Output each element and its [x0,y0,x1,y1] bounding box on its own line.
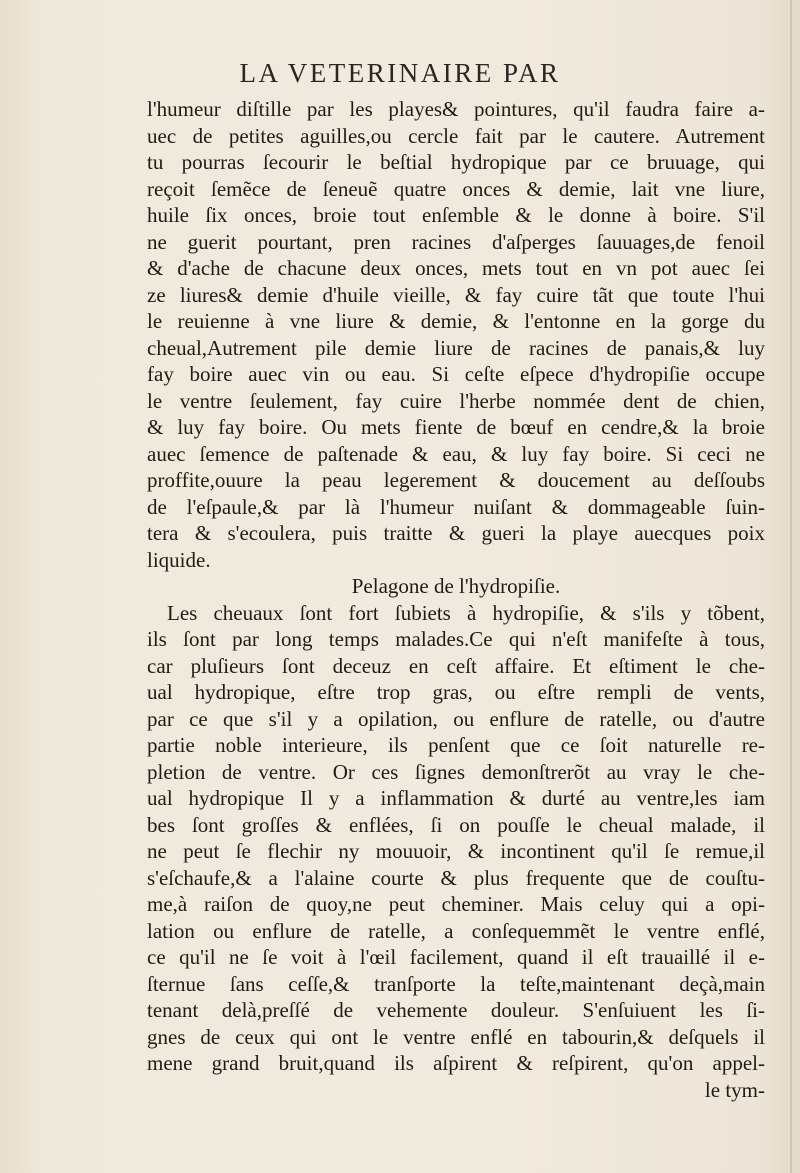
text-line: ſternue ſans ceſſe,& tranſporte la teſte,maintenant deçà,main [147,971,765,996]
text-line: gnes de ceux qui ont le ventre enflé en tabourin,& deſquels il [147,1024,765,1049]
text-line: uec de petites aguilles,ou cercle fait par le cautere. Autrement [147,123,765,148]
text-line: le ventre ſeulement, fay cuire l'herbe nommée dent de chien, [147,388,765,413]
page-edge [790,0,792,1173]
paragraph-1 [147,96,765,573]
text-line: lation ou enflure de ratelle, a conſequemmẽt le ventre enflé, [147,918,765,943]
text-line: par ce que s'il y a opilation, ou enflure de ratelle, ou d'autre [147,706,765,731]
text-line: bes ſont groſſes & enflées, ſi on pouſſe le cheual malade, il [147,812,765,837]
text-line: ual hydropique, eſtre trop gras, ou eſtre rempli de vents, [147,680,765,704]
text-line: ne guerit pourtant, pren racines d'aſperges ſauuages,de fenoil [147,229,765,254]
text-line: reçoit ſemẽce de ſeneuẽ quatre onces & demie, lait vne liure, [147,176,765,201]
text-line: liquide. [147,547,211,572]
text-line: auec ſemence de paſtenade & eau, & luy fay boire. Si ceci ne [147,441,765,466]
running-head: LA VETERINAIRE PAR [239,58,561,88]
text-line: Les cheuaux ſont fort ſubiets à hydropiſie, & s'ils y tõbent, [167,600,765,625]
section-title: Pelagone de l'hydropiſie. [351,574,561,598]
text-line: & d'ache de chacune deux onces, mets tout en vn pot auec ſei [147,256,765,280]
text-line: l'humeur diſtille par les playes& pointures, qu'il faudra faire a- [147,97,765,121]
text-line: tera & s'ecoulera, puis traitte & gueri la playe auecques poix [147,521,765,545]
text-block [147,96,765,1103]
text-line: ils ſont par long temps malades.Ce qui n'eſt manifeſte à tous, [147,627,765,651]
text-line: & luy fay boire. Ou mets fiente de bœuf en cendre,& la broie [147,415,765,439]
text-line: partie noble interieure, ils penſent que ce ſoit naturelle re- [147,733,765,757]
text-line: ze liures& demie d'huile vieille, & fay cuire tãt que toute l'hui [147,282,765,307]
text-line: tenant delà,preſſé de vehemente douleur. S'enſuiuent les ſi- [147,998,765,1022]
text-line: proffite,ouure la peau legerement & doucement au deſſoubs [147,468,765,492]
text-line: tu pourras ſecourir le beſtial hydropique par ce bruuage, qui [147,150,765,174]
text-line: me,à raiſon de quoy,ne peut cheminer. Mais celuy qui a opi- [147,892,765,916]
text-line: car pluſieurs ſont deceuz en ceſt affaire. Et eſtiment le che- [147,653,765,678]
text-line: s'eſchaufe,& a l'alaine courte & plus frequente que de couſtu- [147,865,765,890]
text-line: cheual,Autrement pile demie liure de racines de panais,& luy [147,335,765,360]
text-line: mene grand bruit,quand ils aſpirent & reſpirent, qu'on appel- [147,1051,765,1075]
text-line: ne peut ſe flechir ny mouuoir, & incontinent qu'il ſe remue,il [147,839,765,863]
catchword: le tym- [704,1077,765,1102]
text-line: huile ſix onces, broie tout enſemble & le donne à boire. S'il [147,203,765,227]
text-line: ce qu'il ne ſe voit à l'œil facilement, quand il eſt trauaillé il e- [147,945,765,969]
text-line: de l'eſpaule,& par là l'humeur nuiſant & dommageable ſuin- [147,494,765,519]
paragraph-2 [147,600,765,1077]
text-line: fay boire auec vin ou eau. Si ceſte eſpece d'hydropiſie occupe [147,362,765,386]
text-line: pletion de ventre. Or ces ſignes demonſtrerõt au vray le che- [147,759,765,784]
text-line: le reuienne à vne liure & demie, & l'entonne en la gorge du [147,309,765,333]
text-line: ual hydropique Il y a inflammation & durté au ventre,les iam [147,786,765,810]
